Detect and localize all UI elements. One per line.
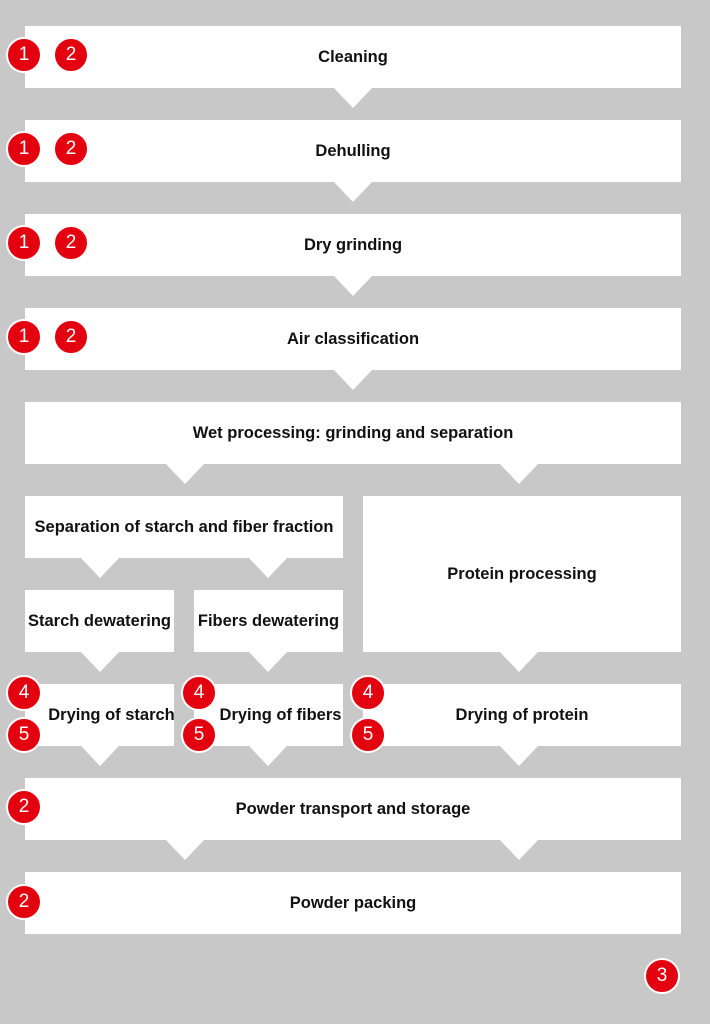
arrow-separation-to-starch-dewatering — [81, 558, 119, 578]
step-drying-protein — [363, 684, 681, 746]
arrow-protein-to-drying — [500, 652, 538, 672]
step-separation — [25, 496, 343, 558]
step-cleaning — [25, 26, 681, 88]
step-separation-label: Separation of starch and fiber fraction — [34, 517, 334, 536]
arrow-drying-protein-to-transport — [500, 746, 538, 766]
badge-5-drying-protein: 5 — [350, 717, 386, 753]
arrow-starch-dewatering-to-drying — [81, 652, 119, 672]
badge-1-cleaning: 1 — [6, 37, 42, 73]
step-wet-processing-label: Wet processing: grinding and separation — [192, 423, 514, 442]
badge-4-drying-fibers: 4 — [181, 675, 217, 711]
badge-2-powder-transport: 2 — [6, 789, 42, 825]
step-dry-grinding — [25, 214, 681, 276]
badge-3-corner: 3 — [644, 958, 680, 994]
badge-2-cleaning: 2 — [53, 37, 89, 73]
arrow-dry-grinding-to-air-classification — [334, 276, 372, 296]
arrow-wet-to-separation — [166, 464, 204, 484]
badge-4-drying-starch: 4 — [6, 675, 42, 711]
step-air-classification-label: Air classification — [286, 329, 420, 348]
step-drying-protein-label: Drying of protein — [455, 705, 589, 724]
arrow-drying-starch-to-transport — [81, 746, 119, 766]
step-powder-transport-label: Powder transport and storage — [235, 799, 471, 818]
step-powder-transport — [25, 778, 681, 840]
step-fibers-dewatering — [194, 590, 343, 652]
badge-2-dry-grinding: 2 — [53, 225, 89, 261]
badge-1-air-classification: 1 — [6, 319, 42, 355]
arrow-transport-right-to-packing — [500, 840, 538, 860]
step-drying-starch-label: Drying of starch — [48, 705, 175, 724]
badge-2-air-classification: 2 — [53, 319, 89, 355]
step-cleaning-label: Cleaning — [318, 47, 388, 66]
arrow-wet-to-protein — [500, 464, 538, 484]
badge-4-drying-protein: 4 — [350, 675, 386, 711]
step-starch-dewatering — [25, 590, 174, 652]
step-air-classification — [25, 308, 681, 370]
arrow-separation-to-fibers-dewatering — [249, 558, 287, 578]
step-protein-processing — [363, 496, 681, 652]
step-fibers-dewatering-label: Fibers dewatering — [197, 611, 340, 630]
step-drying-starch — [25, 684, 174, 746]
step-dry-grinding-label: Dry grinding — [303, 235, 403, 254]
badge-1-dry-grinding: 1 — [6, 225, 42, 261]
badge-5-drying-starch: 5 — [6, 717, 42, 753]
step-powder-packing — [25, 872, 681, 934]
badge-5-drying-fibers: 5 — [181, 717, 217, 753]
arrow-fibers-dewatering-to-drying — [249, 652, 287, 672]
arrow-air-classification-to-wet-processing — [334, 370, 372, 390]
step-protein-processing-label: Protein processing — [447, 564, 597, 583]
arrow-drying-fibers-to-transport — [249, 746, 287, 766]
arrow-transport-left-to-packing — [166, 840, 204, 860]
step-dehulling-label: Dehulling — [315, 141, 391, 160]
step-dehulling — [25, 120, 681, 182]
badge-2-dehulling: 2 — [53, 131, 89, 167]
step-drying-fibers-label: Drying of fibers — [219, 705, 342, 724]
badge-1-dehulling: 1 — [6, 131, 42, 167]
badge-2-powder-packing: 2 — [6, 884, 42, 920]
arrow-dehulling-to-dry-grinding — [334, 182, 372, 202]
step-powder-packing-label: Powder packing — [289, 893, 417, 912]
step-starch-dewatering-label: Starch dewatering — [27, 611, 172, 630]
arrow-cleaning-to-dehulling — [334, 88, 372, 108]
step-wet-processing — [25, 402, 681, 464]
